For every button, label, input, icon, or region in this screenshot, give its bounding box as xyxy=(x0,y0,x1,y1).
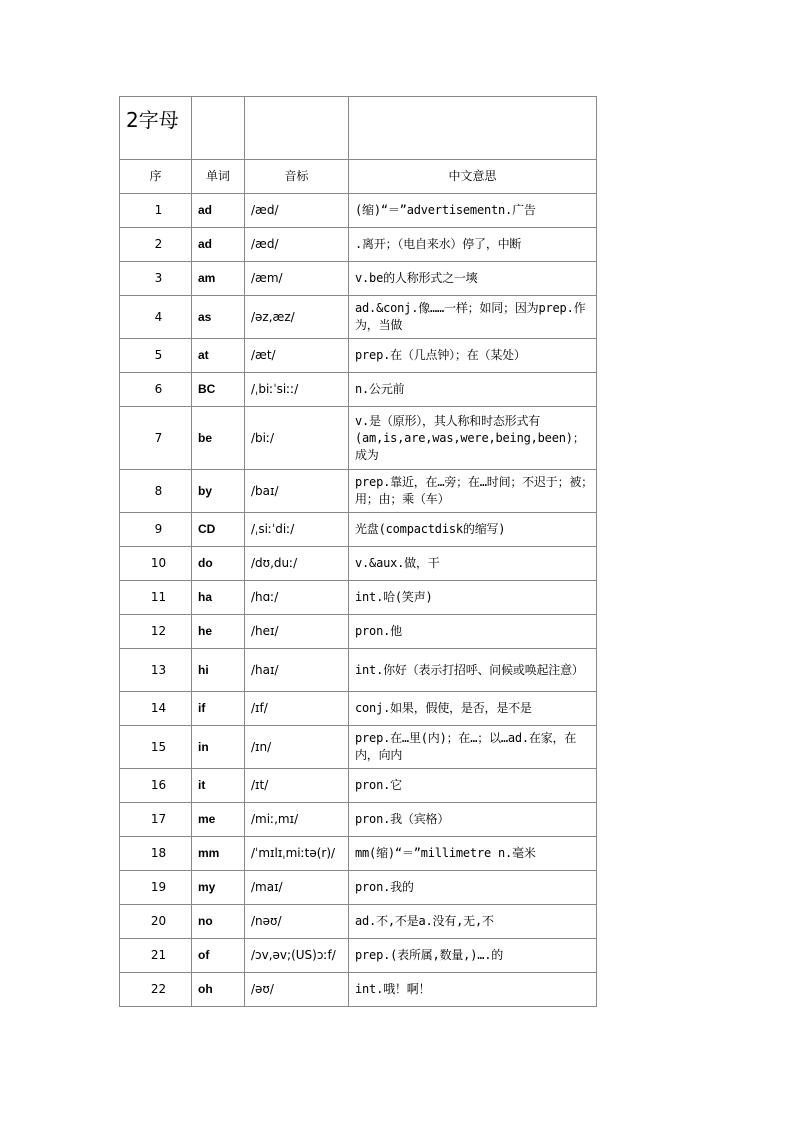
table-row xyxy=(120,513,597,547)
row-word: am xyxy=(192,262,245,296)
row-index: 3 xyxy=(120,262,192,296)
empty-cell xyxy=(192,97,245,160)
row-phonetic: /æd/ xyxy=(245,228,349,262)
row-phonetic: /haɪ/ xyxy=(245,649,349,692)
row-word: CD xyxy=(192,513,245,547)
row-meaning: pron.他 xyxy=(349,615,597,649)
row-phonetic: /æm/ xyxy=(245,262,349,296)
row-word: me xyxy=(192,803,245,837)
row-index: 5 xyxy=(120,339,192,373)
table-row xyxy=(120,339,597,373)
row-meaning: int.哈(笑声) xyxy=(349,581,597,615)
row-phonetic: /ˌsiːˈdiː/ xyxy=(245,513,349,547)
row-word: BC xyxy=(192,373,245,407)
header-meaning: 中文意思 xyxy=(349,160,597,194)
row-word: ha xyxy=(192,581,245,615)
table-row xyxy=(120,228,597,262)
table-row xyxy=(120,871,597,905)
table-row xyxy=(120,939,597,973)
empty-cell xyxy=(245,97,349,160)
row-word: hi xyxy=(192,649,245,692)
row-phonetic: /baɪ/ xyxy=(245,470,349,513)
row-phonetic: /ˈmɪlɪˌmiːtə(r)/ xyxy=(245,837,349,871)
row-phonetic: /ɪf/ xyxy=(245,692,349,726)
row-word: it xyxy=(192,769,245,803)
table-row xyxy=(120,973,597,1007)
row-phonetic: /maɪ/ xyxy=(245,871,349,905)
row-index: 21 xyxy=(120,939,192,973)
row-meaning: int.你好（表示打招呼、问候或唤起注意） xyxy=(349,649,597,692)
row-index: 4 xyxy=(120,296,192,339)
row-meaning: prep.在（几点钟）；在（某处） xyxy=(349,339,597,373)
table-row xyxy=(120,692,597,726)
row-phonetic: /heɪ/ xyxy=(245,615,349,649)
table-row xyxy=(120,581,597,615)
row-phonetic: /æd/ xyxy=(245,194,349,228)
row-meaning: n.公元前 xyxy=(349,373,597,407)
row-phonetic: /əz,æz/ xyxy=(245,296,349,339)
row-phonetic: /ɪn/ xyxy=(245,726,349,769)
row-meaning: prep.在…里(内)；在…；以…ad.在家，在内，向内 xyxy=(349,726,597,769)
row-meaning: int.哦！啊！ xyxy=(349,973,597,1007)
header-row xyxy=(120,160,597,194)
header-word: 单词 xyxy=(192,160,245,194)
row-phonetic: /hɑː/ xyxy=(245,581,349,615)
row-meaning: conj.如果，假使，是否，是不是 xyxy=(349,692,597,726)
row-word: as xyxy=(192,296,245,339)
row-word: at xyxy=(192,339,245,373)
row-meaning: .离开；（电自来水）停了，中断 xyxy=(349,228,597,262)
row-word: no xyxy=(192,905,245,939)
row-index: 10 xyxy=(120,547,192,581)
row-phonetic: /əʊ/ xyxy=(245,973,349,1007)
row-index: 2 xyxy=(120,228,192,262)
row-phonetic: /ɔv,əv;(US)ɔːf/ xyxy=(245,939,349,973)
table-row xyxy=(120,649,597,692)
row-index: 19 xyxy=(120,871,192,905)
table-row xyxy=(120,769,597,803)
vocabulary-table xyxy=(119,96,597,1007)
row-word: mm xyxy=(192,837,245,871)
row-word: of xyxy=(192,939,245,973)
row-meaning: pron.我的 xyxy=(349,871,597,905)
row-word: he xyxy=(192,615,245,649)
row-meaning: pron.它 xyxy=(349,769,597,803)
row-index: 6 xyxy=(120,373,192,407)
row-word: if xyxy=(192,692,245,726)
table-row xyxy=(120,547,597,581)
table-row xyxy=(120,194,597,228)
row-word: be xyxy=(192,407,245,470)
row-phonetic: /æt/ xyxy=(245,339,349,373)
row-index: 14 xyxy=(120,692,192,726)
row-meaning: mm(缩)“＝”millimetre n.毫米 xyxy=(349,837,597,871)
row-word: do xyxy=(192,547,245,581)
table-row xyxy=(120,407,597,470)
row-meaning: (缩)“＝”advertisementn.广告 xyxy=(349,194,597,228)
row-phonetic: /dʊ,duː/ xyxy=(245,547,349,581)
row-index: 8 xyxy=(120,470,192,513)
title-row xyxy=(120,97,597,160)
row-index: 22 xyxy=(120,973,192,1007)
row-meaning: prep.靠近，在…旁；在…时间；不迟于；被；用；由；乘（车） xyxy=(349,470,597,513)
row-phonetic: /ˌbiːˈsiːː/ xyxy=(245,373,349,407)
row-index: 16 xyxy=(120,769,192,803)
row-index: 11 xyxy=(120,581,192,615)
table-row xyxy=(120,262,597,296)
row-word: by xyxy=(192,470,245,513)
row-meaning: v.是（原形），其人称和时态形式有(am,is,are,was,were,being,been)；成为 xyxy=(349,407,597,470)
table-row xyxy=(120,470,597,513)
row-word: in xyxy=(192,726,245,769)
row-index: 15 xyxy=(120,726,192,769)
row-word: ad xyxy=(192,194,245,228)
table-row xyxy=(120,373,597,407)
table-row xyxy=(120,726,597,769)
row-meaning: prep.(表所属,数量,)….的 xyxy=(349,939,597,973)
header-index: 序 xyxy=(120,160,192,194)
row-index: 12 xyxy=(120,615,192,649)
row-meaning: pron.我（宾格） xyxy=(349,803,597,837)
row-meaning: ad.&conj.像……一样；如同；因为prep.作为，当做 xyxy=(349,296,597,339)
row-meaning: v.be的人称形式之一塽 xyxy=(349,262,597,296)
row-phonetic: /biː/ xyxy=(245,407,349,470)
row-index: 17 xyxy=(120,803,192,837)
row-index: 20 xyxy=(120,905,192,939)
empty-cell xyxy=(349,97,597,160)
table-row xyxy=(120,296,597,339)
sheet-title: 2字母 xyxy=(126,108,179,132)
row-meaning: 光盘(compactdisk的缩写) xyxy=(349,513,597,547)
row-word: ad xyxy=(192,228,245,262)
table-row xyxy=(120,615,597,649)
table-row xyxy=(120,803,597,837)
row-index: 18 xyxy=(120,837,192,871)
table-row xyxy=(120,905,597,939)
row-index: 13 xyxy=(120,649,192,692)
row-phonetic: /nəʊ/ xyxy=(245,905,349,939)
row-index: 9 xyxy=(120,513,192,547)
row-word: my xyxy=(192,871,245,905)
table-row xyxy=(120,837,597,871)
row-index: 7 xyxy=(120,407,192,470)
header-phonetic: 音标 xyxy=(245,160,349,194)
row-word: oh xyxy=(192,973,245,1007)
row-phonetic: /miː,mɪ/ xyxy=(245,803,349,837)
row-meaning: v.&aux.做，干 xyxy=(349,547,597,581)
row-phonetic: /ɪt/ xyxy=(245,769,349,803)
row-meaning: ad.不,不是a.没有,无,不 xyxy=(349,905,597,939)
title-cell xyxy=(120,97,192,160)
row-index: 1 xyxy=(120,194,192,228)
